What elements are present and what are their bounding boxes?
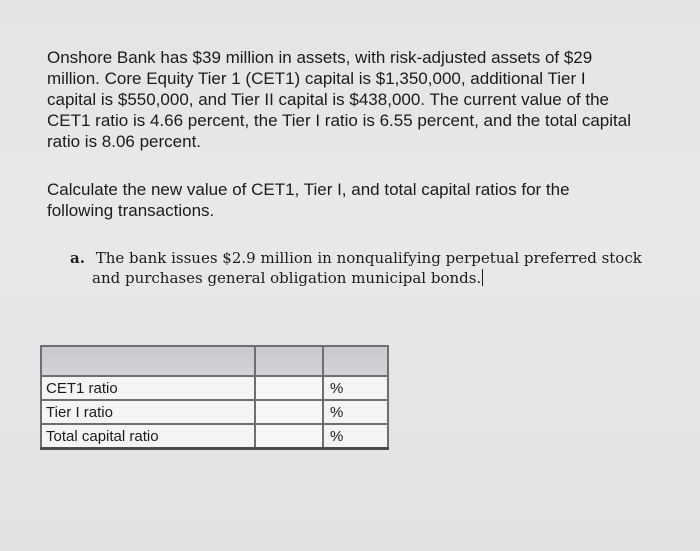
text-cursor [482,269,483,286]
table-header-row [41,346,388,376]
row-label-tier1: Tier I ratio [41,400,255,424]
total-capital-ratio-input[interactable] [255,424,323,449]
intro-line: ratio is 8.06 percent. [47,132,202,151]
row-label-cet1: CET1 ratio [41,376,255,400]
problem-instruction [47,179,647,221]
intro-line: Onshore Bank has $39 million in assets, with risk-adjusted assets of $29 [47,48,593,67]
header-cell [41,346,255,376]
intro-line: CET1 ratio is 4.66 percent, the Tier I ratio is 6.55 percent, and the total capital [47,111,631,130]
header-cell [255,346,323,376]
question-line: The bank issues $2.9 million in nonqualifying perpetual preferred stock [95,249,642,267]
table-row [41,424,388,449]
intro-line: million. Core Equity Tier 1 (CET1) capital is $1,350,000, additional Tier I [47,69,586,88]
percent-unit: % [323,376,388,400]
row-label-total-capital: Total capital ratio [41,424,255,449]
instruction-line: Calculate the new value of CET1, Tier I, and total capital ratios for the [47,180,570,199]
answer-table [40,345,389,450]
percent-unit: % [323,424,388,449]
table-row [41,400,388,424]
header-cell [323,346,388,376]
table-row [41,376,388,400]
question-letter: a. [70,249,85,267]
percent-unit: % [323,400,388,424]
question-a [70,248,670,288]
cet1-ratio-input[interactable] [255,376,323,400]
problem-intro [47,47,677,152]
instruction-line: following transactions. [47,201,215,220]
answer-table-container [40,345,389,450]
tier1-ratio-input[interactable] [255,400,323,424]
question-line: and purchases general obligation municipal bonds. [92,269,482,287]
intro-line: capital is $550,000, and Tier II capital is $438,000. The current value of the [47,90,609,109]
